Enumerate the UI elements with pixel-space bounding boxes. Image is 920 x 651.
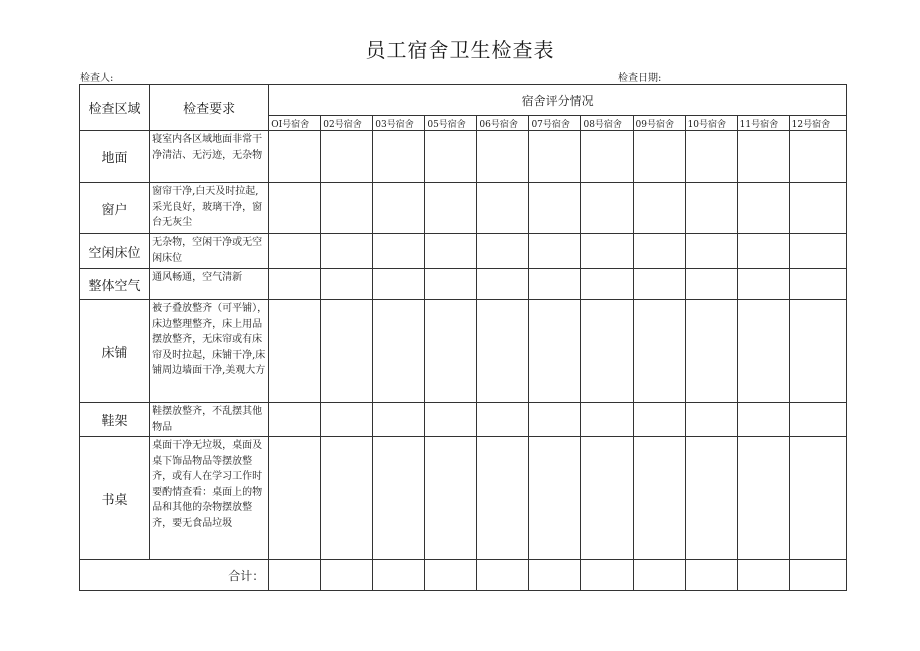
score-cell[interactable] — [425, 437, 477, 560]
header-dorm-rating: 宿舍评分情况 — [269, 85, 847, 116]
score-cell[interactable] — [373, 131, 425, 183]
room-header: 09号宿舍 — [633, 116, 685, 131]
score-cell[interactable] — [529, 183, 581, 234]
table-row — [80, 269, 847, 300]
score-cell[interactable] — [633, 269, 685, 300]
score-cell[interactable] — [737, 131, 789, 183]
score-cell[interactable] — [789, 234, 846, 269]
total-row — [80, 560, 847, 591]
score-cell[interactable] — [737, 300, 789, 403]
requirement-cell: 通风畅通，空气清新 — [150, 269, 269, 300]
area-cell: 书桌 — [80, 437, 150, 560]
score-cell[interactable] — [425, 300, 477, 403]
score-cell[interactable] — [789, 300, 846, 403]
room-header: 07号宿舍 — [529, 116, 581, 131]
score-cell[interactable] — [685, 437, 737, 560]
score-cell[interactable] — [581, 131, 633, 183]
requirement-cell: 窗帘干净,白天及时拉起,采光良好，玻璃干净，窗台无灰尘 — [150, 183, 269, 234]
score-cell[interactable] — [685, 183, 737, 234]
score-cell[interactable] — [789, 437, 846, 560]
score-cell[interactable] — [789, 403, 846, 437]
score-cell[interactable] — [633, 437, 685, 560]
score-cell[interactable] — [425, 131, 477, 183]
total-cell[interactable] — [269, 560, 321, 591]
total-cell[interactable] — [425, 560, 477, 591]
room-header: 10号宿舍 — [685, 116, 737, 131]
score-cell[interactable] — [269, 183, 321, 234]
score-cell[interactable] — [529, 403, 581, 437]
score-cell[interactable] — [529, 234, 581, 269]
score-cell[interactable] — [789, 183, 846, 234]
score-cell[interactable] — [685, 269, 737, 300]
table-row — [80, 131, 847, 183]
score-cell[interactable] — [373, 300, 425, 403]
score-cell[interactable] — [633, 300, 685, 403]
score-cell[interactable] — [477, 183, 529, 234]
score-cell[interactable] — [477, 234, 529, 269]
room-header: OI号宿舍 — [269, 116, 321, 131]
room-header: 03号宿舍 — [373, 116, 425, 131]
score-cell[interactable] — [737, 437, 789, 560]
score-cell[interactable] — [685, 300, 737, 403]
area-cell: 整体空气 — [80, 269, 150, 300]
score-cell[interactable] — [477, 300, 529, 403]
table-row — [80, 234, 847, 269]
requirement-cell: 寝室内各区域地面非常干净清洁、无污迹，无杂物 — [150, 131, 269, 183]
score-cell[interactable] — [373, 234, 425, 269]
score-cell[interactable] — [477, 437, 529, 560]
header-inspection-area: 检查区域 — [80, 85, 150, 131]
page-title: 员工宿舍卫生检查表 — [365, 38, 555, 62]
score-cell[interactable] — [373, 403, 425, 437]
area-cell: 床铺 — [80, 300, 150, 403]
header-inspection-requirement: 检查要求 — [150, 85, 269, 131]
total-cell[interactable] — [789, 560, 846, 591]
room-header: 12号宿舍 — [789, 116, 846, 131]
score-cell[interactable] — [477, 403, 529, 437]
score-cell[interactable] — [581, 183, 633, 234]
table-row — [80, 183, 847, 234]
requirement-cell: 桌面干净无垃圾，桌面及桌下饰品物品等摆放整齐，或有人在学习工作时要酌情查看：桌面上的物品和其他的杂物摆放整齐，要无食品垃圾 — [150, 437, 269, 560]
score-cell[interactable] — [789, 131, 846, 183]
score-cell[interactable] — [321, 269, 373, 300]
room-header: 06号宿舍 — [477, 116, 529, 131]
inspection-table — [79, 84, 847, 591]
score-cell[interactable] — [633, 234, 685, 269]
score-cell[interactable] — [789, 269, 846, 300]
score-cell[interactable] — [529, 269, 581, 300]
score-cell[interactable] — [529, 131, 581, 183]
score-cell[interactable] — [581, 269, 633, 300]
score-cell[interactable] — [425, 403, 477, 437]
score-cell[interactable] — [269, 300, 321, 403]
score-cell[interactable] — [685, 131, 737, 183]
total-cell[interactable] — [321, 560, 373, 591]
score-cell[interactable] — [633, 131, 685, 183]
table-row — [80, 300, 847, 403]
score-cell[interactable] — [581, 300, 633, 403]
total-cell[interactable] — [581, 560, 633, 591]
total-cell[interactable] — [529, 560, 581, 591]
score-cell[interactable] — [529, 437, 581, 560]
header-row — [80, 85, 847, 116]
score-cell[interactable] — [581, 403, 633, 437]
score-cell[interactable] — [269, 234, 321, 269]
score-cell[interactable] — [425, 234, 477, 269]
score-cell[interactable] — [581, 437, 633, 560]
score-cell[interactable] — [321, 234, 373, 269]
score-cell[interactable] — [321, 403, 373, 437]
room-header: 02号宿舍 — [321, 116, 373, 131]
score-cell[interactable] — [321, 300, 373, 403]
room-header: 05号宿舍 — [425, 116, 477, 131]
score-cell[interactable] — [529, 300, 581, 403]
score-cell[interactable] — [737, 403, 789, 437]
total-label: 合计： — [80, 560, 269, 591]
score-cell[interactable] — [425, 183, 477, 234]
requirement-cell: 无杂物，空闲干净或无空闲床位 — [150, 234, 269, 269]
area-cell: 空闲床位 — [80, 234, 150, 269]
score-cell[interactable] — [321, 183, 373, 234]
requirement-cell: 被子叠放整齐（可平铺），床边整理整齐，床上用品摆放整齐，无床帘或有床帘及时拉起，床铺干净,床铺周边墙面干净,美观大方 — [150, 300, 269, 403]
table-row — [80, 437, 847, 560]
total-cell[interactable] — [685, 560, 737, 591]
inspector-label: 检查人: — [80, 73, 114, 84]
total-cell[interactable] — [633, 560, 685, 591]
score-cell[interactable] — [581, 234, 633, 269]
score-cell[interactable] — [685, 403, 737, 437]
requirement-cell: 鞋摆放整齐，不乱摆其他物品 — [150, 403, 269, 437]
room-header: 08号宿舍 — [581, 116, 633, 131]
score-cell[interactable] — [737, 234, 789, 269]
total-cell[interactable] — [373, 560, 425, 591]
area-cell: 地面 — [80, 131, 150, 183]
room-header: 11号宿舍 — [737, 116, 789, 131]
score-cell[interactable] — [373, 269, 425, 300]
area-cell: 窗户 — [80, 183, 150, 234]
area-cell: 鞋架 — [80, 403, 150, 437]
table-row — [80, 403, 847, 437]
score-cell[interactable] — [477, 131, 529, 183]
score-cell[interactable] — [269, 403, 321, 437]
score-cell[interactable] — [373, 437, 425, 560]
score-cell[interactable] — [269, 269, 321, 300]
inspection-date-label: 检查日期: — [618, 73, 662, 84]
score-cell[interactable] — [737, 183, 789, 234]
score-cell[interactable] — [321, 131, 373, 183]
score-cell[interactable] — [269, 131, 321, 183]
score-cell[interactable] — [321, 437, 373, 560]
score-cell[interactable] — [737, 269, 789, 300]
score-cell[interactable] — [633, 403, 685, 437]
score-cell[interactable] — [633, 183, 685, 234]
score-cell[interactable] — [373, 183, 425, 234]
score-cell[interactable] — [477, 269, 529, 300]
score-cell[interactable] — [685, 234, 737, 269]
score-cell[interactable] — [269, 437, 321, 560]
total-cell[interactable] — [737, 560, 789, 591]
score-cell[interactable] — [425, 269, 477, 300]
total-cell[interactable] — [477, 560, 529, 591]
